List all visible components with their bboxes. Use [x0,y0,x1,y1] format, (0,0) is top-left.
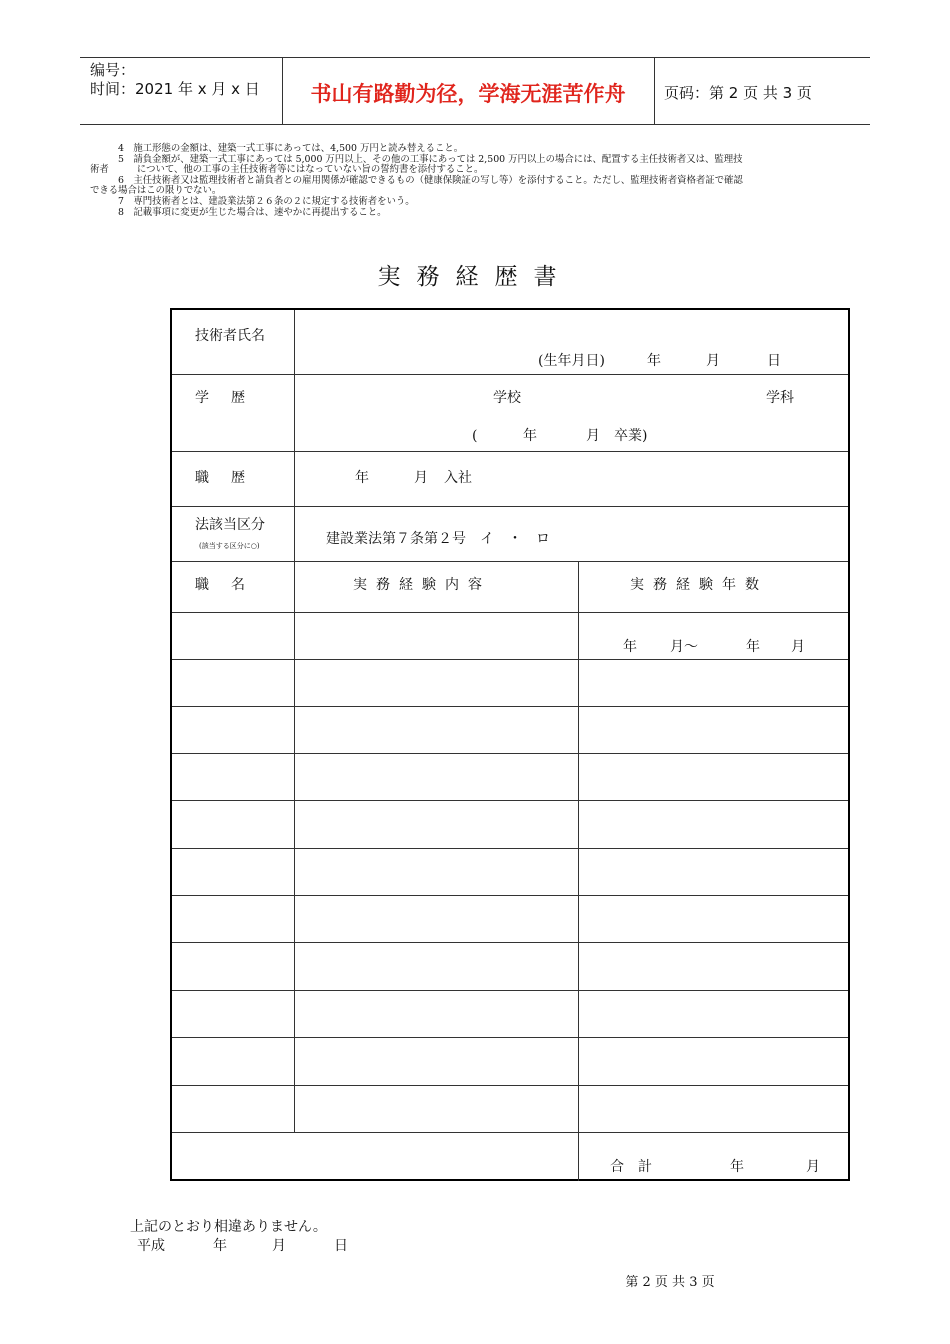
name-label: 技術者氏名 [195,328,265,344]
note-line: 6 主任技術者又は監理技術者と請負者との雇用関係が確認できるもの（健康保険証の写し等）を添付すること。ただし、監理技術者資格者証で確認 [118,174,743,186]
row-rule [172,612,848,613]
law-label: 法該当区分 [195,517,265,533]
row-rule [172,1037,848,1038]
page-footer: 第 2 页 共 3 页 [625,1275,715,1290]
row-rule [172,895,848,896]
note-line: できる場合はこの限りでない。 [90,185,222,197]
period-end-year: 年 [746,639,760,655]
row-rule [172,1132,848,1133]
row-rule [172,451,848,452]
birth-day: 日 [767,353,781,369]
note-line: 4 施工形態の金額は、建築一式工事にあっては、4,500 万円と読み替えること。 [118,143,464,154]
content-header: 実務経験内容 [353,577,491,593]
date-month: 月 [272,1238,286,1254]
graduation-month: 月 [586,428,600,444]
law-note: (該当する区分に○) [199,542,260,550]
school-label: 学校 [493,390,521,406]
row-rule [172,706,848,707]
graduation-year: 年 [523,428,537,444]
row-rule [172,848,848,849]
note-line: 5 請負金額が、建築一式工事にあっては 5,000 万円以上、その他の工事にあっては 2,500 万円以上の場合には、配置する主任技術者又は、監理技 [118,153,743,165]
row-rule [172,800,848,801]
motto: 书山有路勤为径，学海无涯苦作舟 [310,82,626,106]
row-rule [172,990,848,991]
law-value: 建設業法第７条第２号 イ ・ ロ [326,531,550,547]
graduation-open-paren: ( [472,428,478,444]
row-rule [172,561,848,562]
era-label: 平成 [137,1238,165,1254]
column-divider-years [578,561,579,1181]
notes [90,144,860,218]
row-rule [172,374,848,375]
total-month: 月 [806,1159,820,1175]
serial-label: 编号： [90,61,136,79]
graduation-label: 卒業) [614,428,648,444]
row-rule [172,1085,848,1086]
row-rule [172,506,848,507]
birth-year: 年 [647,353,661,369]
header-divider-right [654,57,655,124]
declaration: 上記のとおり相違ありません。 [130,1219,327,1235]
career-month: 月 [414,470,428,486]
position-header: 職名 [195,577,267,593]
date-day: 日 [334,1238,348,1254]
page-label: 页码：第 2 页 共 3 页 [664,84,812,102]
date-line [137,1235,348,1255]
date-year: 年 [213,1238,227,1254]
years-header: 実務経験年数 [630,577,768,593]
period-start-month: 月～ [670,639,698,655]
time-label: 时间：2021 年 x 月 x 日 [90,80,260,98]
row-rule [172,753,848,754]
total-label: 合 計 [610,1159,652,1175]
note-line: 7 専門技術者とは、建設業法第２６条の２に規定する技術者をいう。 [118,195,415,207]
education-label: 学歴 [195,390,267,406]
joined-label: 入社 [444,470,472,486]
header-bottom-rule [80,124,870,125]
header-top-rule [80,57,870,58]
career-label: 職歴 [195,470,267,486]
period-start-year: 年 [623,639,637,655]
note-line: 8 記載事項に変更が生じた場合は、速やかに再提出すること。 [118,206,387,218]
career-form [170,308,850,1181]
column-divider-label [294,310,295,1132]
total-year: 年 [730,1159,744,1175]
row-rule [172,659,848,660]
note-line: 術者 について、他の工事の主任技術者等にはなっていない旨の誓約書を添付すること。 [90,164,484,176]
department-label: 学科 [766,390,794,406]
birth-label: (生年月日) [538,353,605,369]
row-rule [172,942,848,943]
birth-month: 月 [706,353,720,369]
period-end-month: 月 [791,639,805,655]
document-title: 実務経歴書 [377,264,573,290]
career-year: 年 [355,470,369,486]
